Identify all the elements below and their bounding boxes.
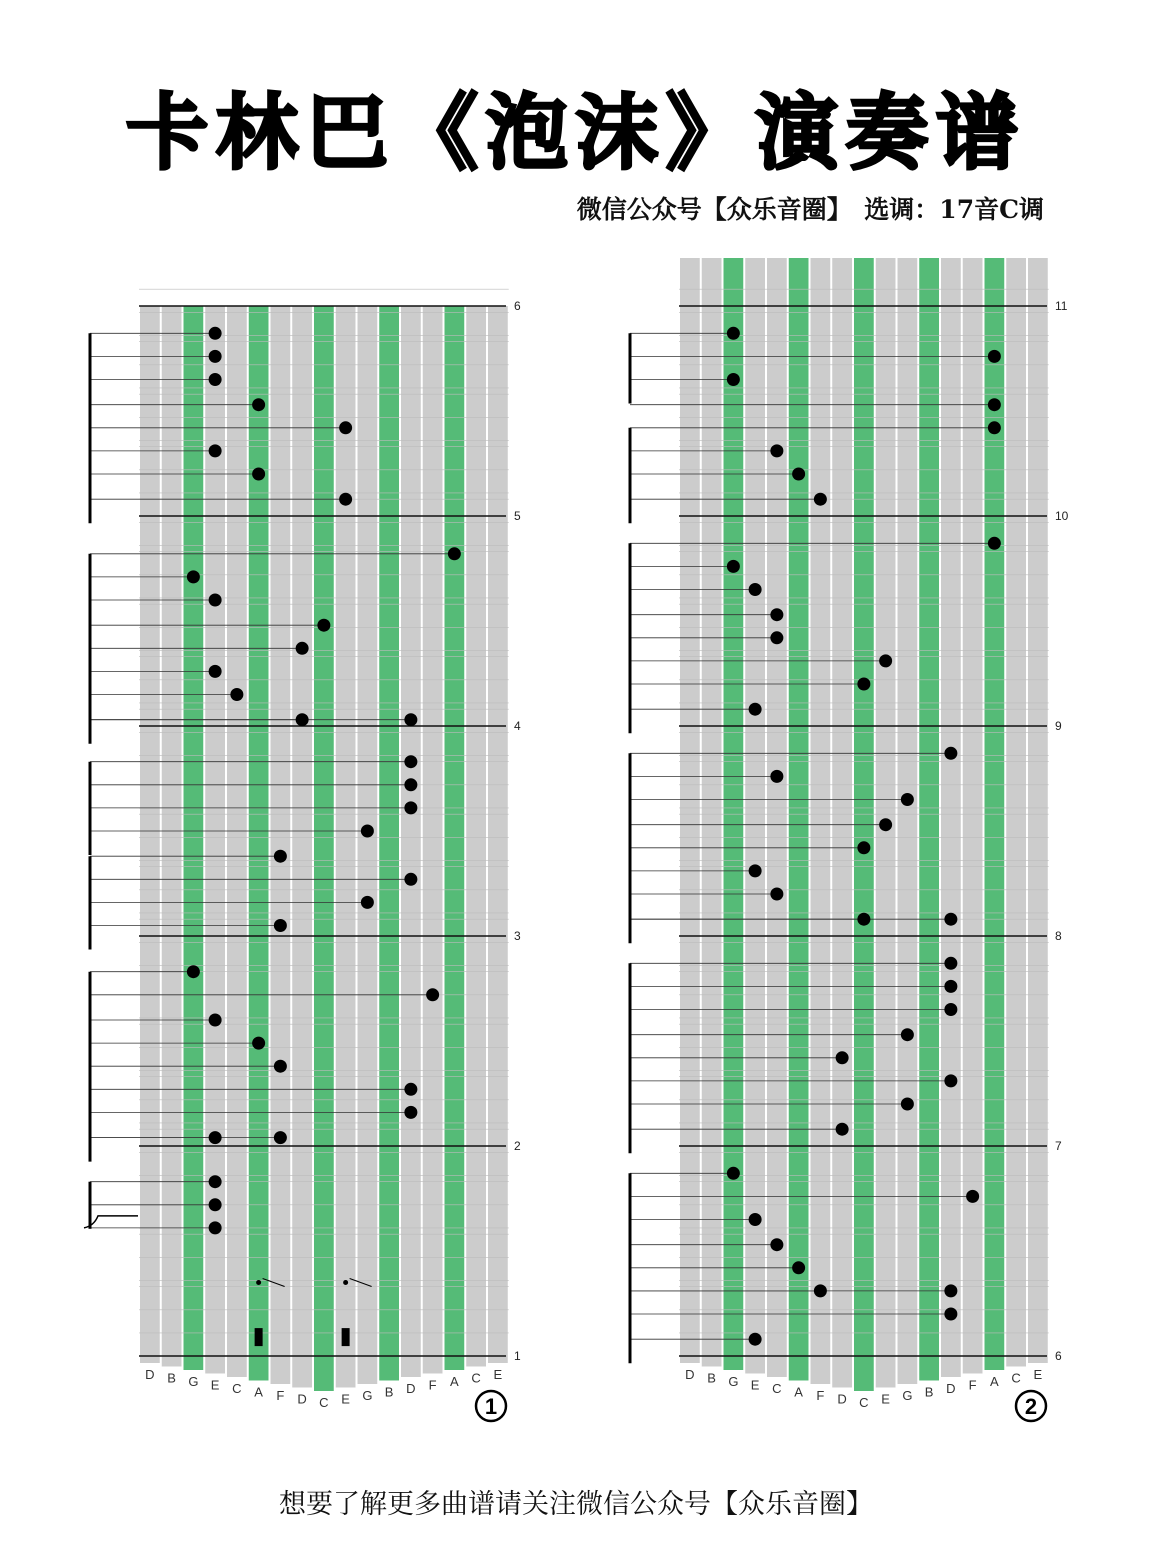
tine-label: G xyxy=(728,1374,739,1389)
note-dot xyxy=(404,755,417,768)
note-dot xyxy=(727,560,740,573)
tine-label: E xyxy=(210,1377,220,1393)
tine-label: B xyxy=(167,1370,176,1386)
tine-label: F xyxy=(968,1377,977,1393)
measure-number: 8 xyxy=(1055,929,1062,943)
note-dot xyxy=(209,1198,222,1211)
kalimba-tine xyxy=(445,306,465,1370)
measure-number: 10 xyxy=(1055,509,1069,523)
tine-label: D xyxy=(685,1367,695,1382)
kalimba-tine xyxy=(466,306,486,1367)
measure-number: 5 xyxy=(514,509,521,523)
note-dot xyxy=(901,1028,914,1041)
note-dot xyxy=(404,1106,417,1119)
note-dot xyxy=(339,421,352,434)
note-dot xyxy=(792,468,805,481)
note-dot xyxy=(209,1221,222,1234)
note-dot xyxy=(727,1167,740,1180)
note-dot xyxy=(209,444,222,457)
tine-label: E xyxy=(341,1391,350,1407)
note-dot xyxy=(404,778,417,791)
note-dot xyxy=(857,678,870,691)
tine-label: A xyxy=(450,1374,459,1389)
tine-label: E xyxy=(1033,1367,1043,1382)
note-dot xyxy=(770,444,783,457)
kalimba-tine xyxy=(401,306,421,1377)
measure-number: 9 xyxy=(1055,719,1062,733)
note-dot xyxy=(836,1051,849,1064)
kalimba-tine xyxy=(205,306,225,1374)
note-dot xyxy=(944,913,957,926)
kalimba-tine xyxy=(745,258,765,1374)
tine-label: D xyxy=(145,1367,155,1382)
note-dot xyxy=(230,688,243,701)
kalimba-tine xyxy=(767,258,787,1377)
note-dot xyxy=(404,801,417,814)
page-number: 1 xyxy=(484,1394,498,1419)
note-dot xyxy=(901,1098,914,1111)
measure-number: 2 xyxy=(514,1139,521,1153)
tine-label: B xyxy=(924,1384,934,1400)
tine-label: A xyxy=(794,1384,803,1400)
note-dot xyxy=(317,619,330,632)
note-dot xyxy=(727,327,740,340)
note-dot xyxy=(209,1131,222,1144)
kalimba-tine xyxy=(358,306,378,1384)
note-dot xyxy=(339,493,352,506)
measure-number: 3 xyxy=(514,929,521,943)
note-dot xyxy=(944,1284,957,1297)
note-dot xyxy=(252,468,265,481)
note-dot xyxy=(252,398,265,411)
note-dot xyxy=(944,1074,957,1087)
tine-label: B xyxy=(384,1384,394,1400)
tine-label: C xyxy=(319,1395,329,1410)
note-dot xyxy=(857,913,870,926)
note-dot xyxy=(209,350,222,363)
kalimba-tine xyxy=(423,306,443,1374)
note-dot xyxy=(187,965,200,978)
measure-number: 4 xyxy=(514,719,521,733)
note-dot xyxy=(792,1261,805,1274)
note-dot xyxy=(749,583,762,596)
note-dot xyxy=(944,957,957,970)
note-dot xyxy=(426,988,439,1001)
kalimba-tine xyxy=(789,258,809,1381)
tine-label: C xyxy=(859,1395,869,1410)
tine-label: G xyxy=(362,1388,373,1403)
note-dot xyxy=(448,547,461,560)
kalimba-tine xyxy=(1028,258,1048,1363)
note-dot xyxy=(814,493,827,506)
tine-label: C xyxy=(1011,1370,1021,1386)
note-dot xyxy=(209,1014,222,1027)
tine-label: B xyxy=(707,1370,716,1386)
note-dot xyxy=(944,1308,957,1321)
note-dot xyxy=(361,896,374,909)
kalimba-tine xyxy=(249,306,269,1381)
measure-number: 6 xyxy=(1055,1349,1062,1363)
tine-label: A xyxy=(254,1384,263,1400)
tine-label: D xyxy=(946,1381,956,1396)
note-dot xyxy=(209,594,222,607)
page-number: 2 xyxy=(1024,1394,1038,1419)
note-dot xyxy=(988,537,1001,550)
note-dot xyxy=(749,703,762,716)
note-dot xyxy=(901,793,914,806)
note-dot xyxy=(814,1284,827,1297)
note-dot xyxy=(404,1083,417,1096)
page-title: 卡林巴《泡沫》演奏谱 xyxy=(125,86,1026,181)
kalimba-tine xyxy=(963,258,983,1374)
note-dot xyxy=(944,1003,957,1016)
note-dot xyxy=(209,1175,222,1188)
kalimba-tine xyxy=(941,258,961,1377)
note-dot xyxy=(966,1190,979,1203)
note-dot xyxy=(274,850,287,863)
kalimba-tine xyxy=(292,306,312,1388)
kalimba-tine xyxy=(898,258,918,1384)
note-dot xyxy=(879,654,892,667)
note-dot xyxy=(988,421,1001,434)
tine-label: D xyxy=(297,1391,307,1407)
rest-mark xyxy=(342,1328,350,1346)
note-dot xyxy=(944,747,957,760)
note-dot xyxy=(749,1333,762,1346)
note-dot xyxy=(361,825,374,838)
note-dot xyxy=(252,1037,265,1050)
note-dot xyxy=(404,713,417,726)
kalimba-tine xyxy=(184,306,204,1370)
tine-label: A xyxy=(990,1374,999,1389)
tine-label: E xyxy=(750,1377,760,1393)
dotted-note-mark xyxy=(343,1280,348,1285)
tine-label: E xyxy=(493,1367,503,1382)
note-dot xyxy=(404,873,417,886)
kalimba-tine xyxy=(919,258,939,1381)
tine-label: G xyxy=(902,1388,913,1403)
tine-label: G xyxy=(188,1374,199,1389)
note-dot xyxy=(770,770,783,783)
tine-label: C xyxy=(232,1381,242,1396)
grace-mark xyxy=(84,1216,138,1228)
note-dot xyxy=(296,642,309,655)
note-dot xyxy=(274,1131,287,1144)
tine-label: D xyxy=(406,1381,416,1396)
note-dot xyxy=(857,841,870,854)
footer-note: 想要了解更多曲谱请关注微信公众号【众乐音圈】 xyxy=(279,1489,873,1520)
kalimba-tine xyxy=(680,258,700,1363)
note-dot xyxy=(770,631,783,644)
kalimba-tine xyxy=(1006,258,1026,1367)
note-dot xyxy=(879,818,892,831)
tine-label: C xyxy=(772,1381,782,1396)
kalimba-tine xyxy=(702,258,722,1367)
kalimba-tine xyxy=(162,306,182,1367)
measure-number: 11 xyxy=(1055,299,1068,313)
note-dot xyxy=(274,919,287,932)
note-dot xyxy=(770,608,783,621)
note-dot xyxy=(749,864,762,877)
kalimba-tine xyxy=(227,306,247,1377)
kalimba-tine xyxy=(811,258,831,1384)
measure-number: 1 xyxy=(514,1349,521,1363)
tine-label: E xyxy=(881,1391,890,1407)
note-dot xyxy=(209,665,222,678)
page-subtitle: 微信公众号【众乐音圈】 选调：17音C调 xyxy=(576,195,1044,224)
note-dot xyxy=(296,713,309,726)
tine-label: F xyxy=(428,1377,437,1393)
note-dot xyxy=(988,350,1001,363)
rest-mark xyxy=(255,1328,263,1346)
tine-label: D xyxy=(837,1391,847,1407)
note-dot xyxy=(770,888,783,901)
kalimba-tine xyxy=(271,306,291,1384)
note-dot xyxy=(274,1060,287,1073)
measure-number: 7 xyxy=(1055,1139,1062,1153)
kalimba-tine xyxy=(314,306,334,1391)
measure-number: 6 xyxy=(514,299,521,313)
kalimba-tine xyxy=(379,306,399,1381)
note-dot xyxy=(187,570,200,583)
tine-label: F xyxy=(816,1388,825,1403)
kalimba-tine xyxy=(488,306,508,1363)
note-dot xyxy=(988,398,1001,411)
tab-panel-2 xyxy=(630,258,1069,1421)
dotted-note-mark xyxy=(256,1280,261,1285)
tab-panel-1 xyxy=(84,289,521,1421)
note-dot xyxy=(749,1213,762,1226)
note-dot xyxy=(209,373,222,386)
kalimba-tine xyxy=(336,306,356,1388)
tine-label: C xyxy=(471,1370,481,1386)
note-dot xyxy=(770,1238,783,1251)
note-dot xyxy=(944,980,957,993)
note-dot xyxy=(209,327,222,340)
note-dot xyxy=(836,1123,849,1136)
tine-label: F xyxy=(276,1388,285,1403)
note-dot xyxy=(727,373,740,386)
